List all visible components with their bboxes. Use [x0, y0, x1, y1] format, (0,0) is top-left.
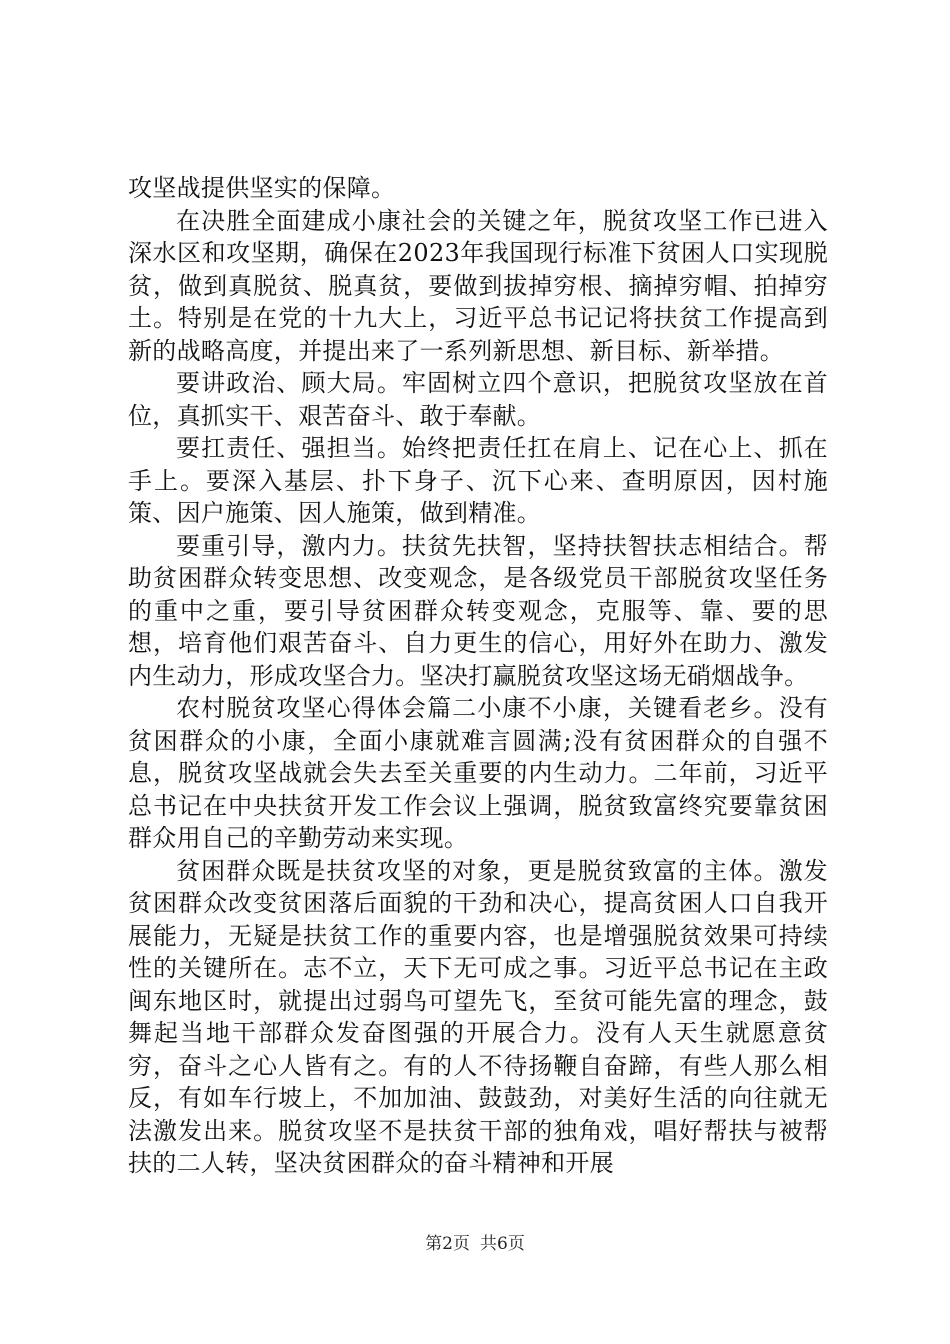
- paragraph-3: 要讲政治、顾大局。牢固树立四个意识，把脱贫攻坚放在首位，真抓实干、艰苦奋斗、敢于奉献。: [128, 369, 828, 430]
- paragraph-2: 在决胜全面建成小康社会的关键之年，脱贫攻坚工作已进入深水区和攻坚期，确保在2023年我国现行标准下贫困人口实现脱贫，做到真脱贫、脱真贫，要做到拔掉穷根、摘掉穷帽、拍掉穷土。特别是在党的十九大上，习近平总书记记将扶贫工作提高到新的战略高度，并提出来了一系列新思想、新目标、新举措。: [128, 206, 828, 365]
- page-total: 共6页: [480, 1234, 525, 1254]
- paragraph-6: 农村脱贫攻坚心得体会篇二小康不小康，关键看老乡。没有贫困群众的小康，全面小康就难言圆满;没有贫困群众的自强不息，脱贫攻坚战就会失去至关重要的内生动力。二年前，习近平总书记在中央扶贫开发工作会议上强调，脱贫致富终究要靠贫困群众用自己的辛勤劳动来实现。: [128, 694, 828, 852]
- paragraph-1: 攻坚战提供坚实的保障。: [128, 174, 396, 202]
- paragraph-5: 要重引导，激内力。扶贫先扶智，坚持扶智扶志相结合。帮助贫困群众转变思想、改变观念，是各级党员干部脱贫攻坚任务的重中之重，要引导贫困群众转变观念，克服等、靠、要的思想，培育他们艰苦奋斗、自力更生的信心，用好外在助力、激发内生动力，形成攻坚合力。坚决打赢脱贫攻坚这场无硝烟战争。: [128, 531, 828, 690]
- page-footer: [0, 1233, 950, 1255]
- page-number: 第2页: [425, 1234, 470, 1254]
- document-body: [128, 172, 828, 1180]
- paragraph-7: 贫困群众既是扶贫攻坚的对象，更是脱贫致富的主体。激发贫困群众改变贫困落后面貌的干劲和决心，提高贫困人口自我开展能力，无疑是扶贫工作的重要内容，也是增强脱贫效果可持续性的关键所在。志不立，天下无可成之事。习近平总书记在主政闽东地区时，就提出过弱鸟可望先飞，至贫可能先富的理念，鼓舞起当地干部群众发奋图强的开展合力。没有人天生就愿意贫穷，奋斗之心人皆有之。有的人不待扬鞭自奋蹄，有些人那么相反，有如车行坡上，不加加油、鼓鼓劲，对美好生活的向往就无法激发出来。脱贫攻坚不是扶贫干部的独角戏，唱好帮扶与被帮扶的二人转，坚决贫困群众的奋斗精神和开展: [128, 856, 828, 1177]
- paragraph-4: 要扛责任、强担当。始终把责任扛在肩上、记在心上、抓在手上。要深入基层、扑下身子、沉下心来、查明原因，因村施策、因户施策、因人施策，做到精准。: [128, 434, 828, 527]
